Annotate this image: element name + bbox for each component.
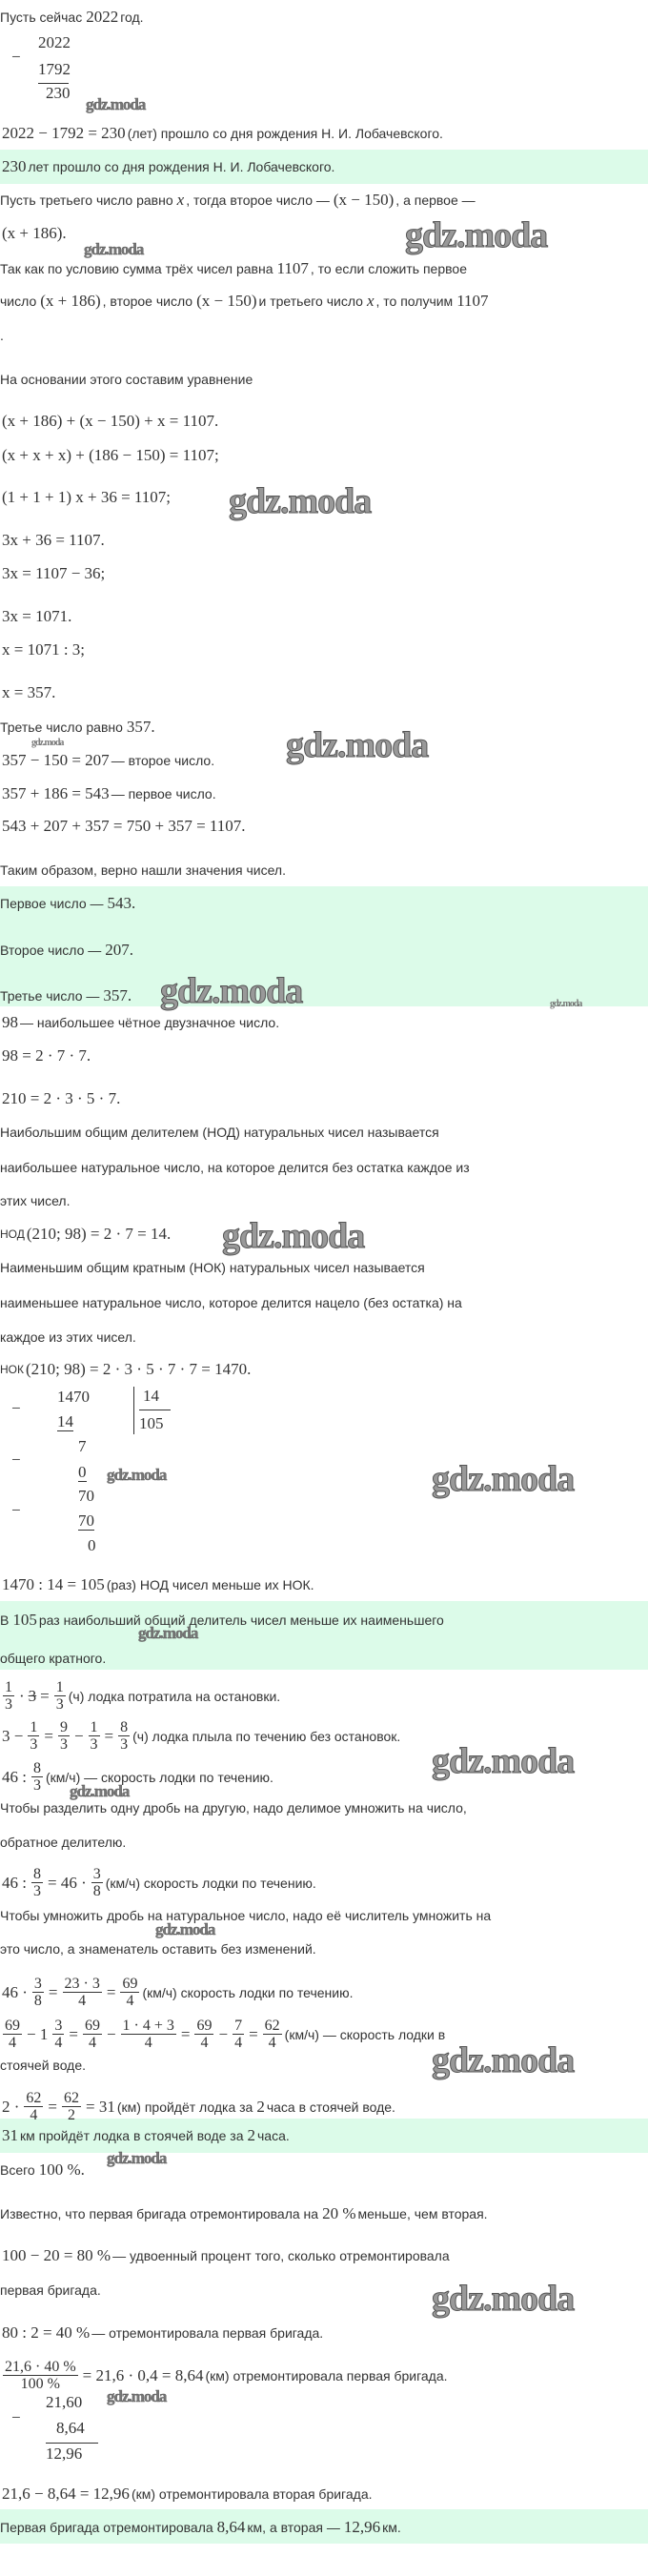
math: 98: [2, 1013, 18, 1031]
math: 543 + 207 + 357 = 750 + 357 = 1107.: [2, 817, 246, 835]
sum-line: [46, 2443, 98, 2444]
text: Пусть третьего число равно: [0, 193, 173, 208]
subtrahend: 14: [57, 1412, 73, 1430]
math: x: [176, 191, 185, 209]
math: 3x + 36 = 1107.: [2, 531, 105, 549]
text: км, а вторая —: [247, 2520, 340, 2535]
math: 31: [2, 2126, 18, 2144]
text: стоячей воде.: [0, 2058, 87, 2073]
denominator: 4: [54, 2035, 63, 2051]
watermark-logo: gdz.moda: [107, 1466, 167, 1484]
math: 98 = 2 · 7 · 7.: [2, 1046, 91, 1065]
denominator: 4: [200, 2035, 209, 2051]
text-line: [0, 1906, 491, 1925]
text-line: [0, 2281, 101, 2300]
math: =: [69, 2024, 78, 2043]
answer-line: [0, 941, 135, 960]
text-line: [0, 292, 491, 311]
math: − 1: [27, 2024, 49, 2043]
math: 3x = 1071.: [2, 607, 72, 625]
equation: [0, 531, 107, 550]
math: 2: [256, 2097, 265, 2116]
math: 3: [28, 1686, 37, 1705]
denominator: 2: [68, 2107, 76, 2123]
text: НОК: [0, 1363, 24, 1376]
text-line: [0, 2056, 86, 2075]
minuend: 21,60: [46, 2393, 83, 2411]
math: 2022: [86, 8, 119, 26]
equation: [0, 412, 220, 431]
fraction: [3, 2018, 22, 2051]
equation: [0, 1046, 92, 1065]
answer-line: [0, 894, 137, 913]
math: 2022 − 1792 = 230: [2, 124, 126, 142]
math: =: [44, 1726, 53, 1745]
equation: [0, 1225, 172, 1244]
math: 100 %.: [38, 2160, 85, 2179]
numerator: 9: [59, 1719, 68, 1735]
math: 357.: [126, 718, 155, 736]
text: Наименьшим общим кратным (НОК) натуральных чисел называется: [0, 1260, 425, 1275]
math: 12,96: [343, 2518, 381, 2536]
watermark-logo: gdz.moda: [405, 215, 548, 255]
math: 1107: [276, 259, 309, 277]
text: Так как по условию сумма трёх чисел равна: [0, 261, 273, 276]
text: часа в стоячей воде.: [266, 2099, 395, 2115]
text-line: [0, 2160, 87, 2180]
math: =: [40, 1686, 50, 1705]
math: (210; 98) = 2 · 7 = 14.: [26, 1225, 172, 1243]
numerator: 23 · 3: [64, 1976, 100, 1992]
math: −: [106, 2024, 116, 2043]
math: 80 : 2 = 40 %: [2, 2323, 91, 2342]
minuend: 2022: [38, 33, 71, 51]
math: −: [218, 2024, 229, 2043]
denominator: 8: [33, 1993, 42, 2009]
math: 357.: [103, 986, 132, 1004]
math: 357 + 186 = 543: [2, 784, 110, 802]
math: = 46 ·: [47, 1873, 87, 1892]
math: 46 :: [2, 1873, 27, 1892]
text: В: [0, 1613, 10, 1628]
text: км.: [382, 2520, 401, 2535]
numerator: 69: [196, 2018, 213, 2034]
text: (км/ч) скорость лодки по течению.: [105, 1875, 316, 1891]
math: (x + 186) + (x − 150) + x = 1107.: [2, 412, 219, 430]
remainder: 0: [88, 1536, 96, 1554]
numerator: 8: [32, 1866, 41, 1882]
denominator: 3: [32, 1883, 41, 1899]
text: число: [0, 294, 37, 309]
math: x = 357.: [2, 683, 56, 701]
text: (км) пройдёт лодка за: [116, 2099, 253, 2115]
minus-sign: −: [11, 1501, 21, 1519]
math: 1107: [456, 292, 489, 310]
text: , то получим: [375, 294, 454, 309]
text-line: [0, 1158, 470, 1177]
text: обратное делителю.: [0, 1835, 127, 1850]
math: 207.: [105, 941, 134, 959]
text: Всего: [0, 2162, 35, 2178]
equation: [0, 1719, 400, 1753]
denominator: 100 %: [20, 2376, 60, 2392]
text: (км/ч) скорость лодки по течению.: [142, 1984, 354, 2000]
text-line: [0, 2204, 488, 2223]
text: Таким образом, верно нашли значения чисел.: [0, 862, 286, 878]
answer-line: [0, 1649, 106, 1668]
watermark-logo: gdz.moda: [222, 1216, 365, 1256]
text: часа.: [257, 2128, 290, 2143]
math: 210 = 2 · 3 · 5 · 7.: [2, 1089, 121, 1107]
fraction: [91, 1866, 103, 1899]
watermark-logo: gdz.moda: [432, 1459, 575, 1499]
denominator: 3: [5, 1696, 12, 1713]
math: 2 ·: [2, 2097, 20, 2116]
text-line: [0, 1123, 439, 1142]
text: раз наибольший общий делитель чисел меньше их наименьшего: [38, 1613, 444, 1628]
math: (x + 186): [40, 292, 101, 310]
math: x = 1071 : 3;: [2, 640, 86, 659]
numerator: 3: [54, 2018, 63, 2034]
fraction: [63, 1976, 102, 2009]
answer-line: [0, 1611, 444, 1630]
denominator: 4: [30, 2107, 38, 2123]
text-line: [0, 1798, 467, 1817]
math: 2: [247, 2126, 255, 2144]
watermark-logo: gdz.moda: [107, 2149, 167, 2167]
math: =: [104, 1726, 114, 1745]
text-line: [0, 224, 69, 243]
watermark-logo: gdz.moda: [432, 2279, 575, 2319]
answer-line: [0, 2518, 401, 2537]
fraction: [83, 2018, 102, 2051]
fraction: [233, 2018, 244, 2051]
math: 230: [2, 157, 27, 175]
math: 100 − 20 = 80 %: [2, 2246, 111, 2264]
text: Третье число —: [0, 988, 100, 1004]
text-line: [0, 1328, 136, 1347]
subtrahend: 70: [78, 1511, 94, 1530]
text: (раз) НОД чисел меньше их НОК.: [106, 1577, 314, 1592]
math: −: [73, 1726, 84, 1745]
dividend: 1470: [57, 1388, 90, 1406]
fraction: [62, 2090, 81, 2123]
denominator: 3: [59, 1736, 68, 1753]
text: .: [0, 328, 4, 343]
math: x: [366, 292, 375, 310]
numerator: 1 · 4 + 3: [122, 2018, 174, 2034]
text-line: [0, 2323, 323, 2343]
equation: [0, 640, 87, 659]
text: НОД: [0, 1227, 25, 1241]
difference: 230: [46, 84, 71, 102]
fraction: [3, 1679, 14, 1713]
math: =: [48, 1982, 58, 2001]
answer-line: [0, 986, 133, 1005]
denominator: 4: [268, 2035, 276, 2051]
text-line: [0, 2246, 450, 2265]
equation: [0, 1089, 122, 1108]
equation: [0, 1866, 316, 1899]
text: Пусть сейчас: [0, 10, 83, 25]
math: (x + 186).: [2, 224, 67, 242]
divisor: 14: [143, 1387, 159, 1405]
text-line: [0, 861, 286, 880]
fraction: [58, 1719, 70, 1753]
numerator: 69: [122, 1976, 138, 1992]
denominator: 3: [32, 1777, 41, 1794]
watermark-logo: gdz.moda: [160, 971, 303, 1011]
difference: 12,96: [46, 2444, 83, 2463]
quotient: 105: [139, 1414, 164, 1432]
subtrahend: 0: [78, 1463, 87, 1481]
equation: [0, 1760, 273, 1794]
watermark-logo: gdz.moda: [286, 725, 429, 765]
text: , то если сложить первое: [310, 261, 467, 276]
text: Чтобы разделить одну дробь на другую, надо делимое умножить на число,: [0, 1800, 467, 1815]
text: (ч) лодка потратила на остановки.: [68, 1688, 281, 1704]
equation: [0, 1976, 353, 2009]
numerator: 1: [55, 1679, 64, 1695]
text: (лет) прошло со дня рождения Н. И. Лобачевского.: [127, 126, 443, 141]
watermark-logo: gdz.moda: [550, 999, 582, 1009]
numerator: 3: [92, 1866, 101, 1882]
text: км пройдёт лодка в стоячей воде за: [20, 2128, 244, 2143]
text: наименьшее натуральное число, которое делится нацело (без остатка) на: [0, 1295, 462, 1310]
watermark-logo: gdz.moda: [86, 95, 146, 113]
equation: [0, 488, 172, 507]
denominator: 4: [234, 2035, 243, 2051]
watermark-logo: gdz.moda: [155, 1920, 215, 1938]
equation: [0, 2359, 448, 2392]
text-line: [0, 8, 144, 27]
remainder: 70: [78, 1487, 94, 1505]
text-line: [0, 1939, 316, 1958]
math: 357 − 150 = 207: [2, 751, 110, 769]
text: , а первое —: [395, 193, 476, 208]
text: общего кратного.: [0, 1651, 107, 1666]
remainder: 7: [78, 1437, 87, 1455]
math: = 21,6 · 0,4 = 8,64: [82, 2365, 204, 2384]
math: 105: [12, 1611, 37, 1629]
denominator: 4: [126, 1993, 134, 2009]
fraction: [52, 2018, 64, 2051]
numerator: 62: [26, 2090, 42, 2106]
fraction: [263, 2018, 282, 2051]
fraction: [32, 1976, 44, 2009]
minus-sign: −: [11, 48, 21, 66]
numerator: 1: [30, 1719, 38, 1735]
denominator: 4: [88, 2035, 96, 2051]
text: этих чисел.: [0, 1193, 71, 1208]
equation: [0, 683, 57, 702]
text-line: [0, 2485, 373, 2504]
watermark-logo: gdz.moda: [138, 1624, 198, 1642]
math: (1 + 1 + 1) x + 36 = 1107;: [2, 488, 172, 506]
text: лет прошло со дня рождения Н. И. Лобачевского.: [28, 159, 335, 174]
text: Известно, что первая бригада отремонтировала на: [0, 2206, 319, 2221]
text: Первое число —: [0, 896, 104, 911]
text: Наибольшим общим делителем (НОД) натуральных чисел называется: [0, 1125, 439, 1140]
answer-line: [0, 2126, 290, 2145]
text: — наибольшее чётное двузначное число.: [20, 1015, 280, 1030]
equation: [0, 446, 221, 465]
numerator: 62: [264, 2018, 280, 2034]
text: (ч) лодка плыла по течению без остановок.: [132, 1728, 401, 1744]
text: — удвоенный процент того, сколько отремонтировала: [112, 2248, 450, 2263]
text: каждое из этих чисел.: [0, 1329, 136, 1345]
text: меньше, чем вторая.: [357, 2206, 488, 2221]
numerator: 8: [32, 1760, 41, 1776]
watermark-logo: gdz.moda: [107, 2387, 167, 2405]
minus-sign: −: [11, 2408, 21, 2426]
fraction: [31, 1866, 43, 1899]
denominator: 3: [120, 1736, 129, 1753]
numerator: 21,6 · 40 %: [5, 2359, 76, 2375]
text: наибольшее натуральное число, на которое делится без остатка каждое из: [0, 1160, 470, 1175]
text: (км/ч) — скорость лодки в: [284, 2026, 446, 2042]
fraction: [24, 2090, 43, 2123]
text: — второе число.: [111, 753, 215, 768]
equation: [0, 2018, 445, 2051]
text: год.: [120, 10, 144, 25]
denominator: 4: [9, 2035, 16, 2051]
text-line: [0, 817, 248, 836]
equation: [0, 607, 73, 626]
math: 46 ·: [2, 1982, 28, 2001]
numerator: 1: [90, 1719, 98, 1735]
text: (км/ч) — скорость лодки по течению.: [45, 1769, 273, 1785]
watermark-logo: gdz.moda: [70, 1782, 130, 1800]
text: первая бригада.: [0, 2282, 101, 2298]
denominator: 8: [92, 1883, 101, 1899]
subtrahend: 1792: [38, 60, 71, 78]
text-line: [0, 326, 4, 345]
math: ·: [19, 1686, 25, 1705]
text-line: [0, 1575, 314, 1594]
math: 3x = 1107 − 36;: [2, 564, 106, 582]
fraction: [118, 1719, 130, 1753]
numerator: 7: [234, 2018, 243, 2034]
equation: [0, 564, 107, 583]
text-line: [0, 1013, 279, 1032]
watermark-logo: gdz.moda: [84, 240, 144, 258]
watermark-logo: gdz.moda: [432, 1741, 575, 1781]
math: =: [249, 2024, 258, 2043]
text: На основании этого составим уравнение: [0, 372, 253, 387]
math: 543.: [107, 894, 136, 912]
math: (210; 98) = 2 · 3 · 5 · 7 · 7 = 1470.: [26, 1360, 252, 1378]
text-line: [0, 1293, 462, 1312]
fraction: [54, 1679, 66, 1713]
text-line: [0, 1191, 70, 1210]
math: =: [48, 2097, 58, 2116]
text: Первая бригада отремонтировала: [0, 2520, 213, 2535]
text-line: [0, 259, 467, 278]
denominator: 3: [90, 1736, 98, 1753]
equation: [0, 1679, 280, 1713]
text: (км) отремонтировала вторая бригада.: [131, 2486, 373, 2502]
denominator: 3: [30, 1736, 38, 1753]
text: , второе число: [102, 294, 193, 309]
text: , тогда второе число —: [186, 193, 330, 208]
fraction: [31, 1760, 43, 1794]
equation: [0, 1360, 253, 1379]
math: 20 %: [322, 2204, 356, 2222]
division-bar: [133, 1387, 134, 1434]
numerator: 69: [84, 2018, 100, 2034]
text-line: [0, 1258, 425, 1277]
fraction: [120, 1976, 139, 2009]
math: 8,64: [216, 2518, 246, 2536]
fraction: [28, 1719, 39, 1753]
math: 21,6 − 8,64 = 12,96: [2, 2485, 130, 2503]
text-line: [0, 370, 253, 389]
denominator: 4: [144, 2035, 152, 2051]
numerator: 69: [5, 2018, 20, 2034]
numerator: 1: [5, 1679, 12, 1695]
text: (км) отремонтировала первая бригада.: [205, 2367, 448, 2383]
math: =: [180, 2024, 191, 2043]
text: — отремонтировала первая бригада.: [91, 2325, 324, 2341]
numerator: 3: [33, 1976, 42, 1992]
minus-sign: −: [11, 1450, 21, 1469]
watermark-logo: gdz.moda: [229, 481, 372, 521]
answer-line: [0, 157, 334, 176]
text: и третьего число: [258, 294, 363, 309]
math: (x + x + x) + (186 − 150) = 1107;: [2, 446, 219, 464]
math: 3 −: [2, 1726, 24, 1745]
denominator: 3: [55, 1696, 64, 1713]
fraction: [194, 2018, 213, 2051]
math: 1470 : 14 = 105: [2, 1575, 105, 1593]
fraction: [121, 2018, 176, 2051]
text-line: [0, 124, 443, 143]
minus-sign: −: [11, 1399, 21, 1417]
math: = 31: [86, 2097, 115, 2116]
numerator: 62: [64, 2090, 80, 2106]
watermark-logo: gdz.moda: [31, 738, 64, 748]
text: — первое число.: [111, 786, 216, 801]
text: Чтобы умножить дробь на натуральное число, надо её числитель умножить на: [0, 1908, 492, 1923]
fraction: [89, 1719, 100, 1753]
numerator: 8: [120, 1719, 129, 1735]
text: это число, а знаменатель оставить без изменений.: [0, 1941, 316, 1957]
text-line: [0, 718, 157, 737]
watermark-logo: gdz.moda: [432, 2040, 575, 2080]
text-line: [0, 784, 216, 803]
denominator: 4: [78, 1993, 87, 2009]
math: (x − 150): [196, 292, 257, 310]
text-line: [0, 751, 214, 770]
math: 46 :: [2, 1767, 27, 1786]
subtrahend: 8,64: [56, 2419, 85, 2437]
equation: [0, 2090, 395, 2123]
text: Третье число равно: [0, 720, 123, 735]
text-line: [0, 191, 476, 210]
fraction: [3, 2359, 78, 2392]
text-line: [0, 1833, 126, 1852]
math: (x − 150): [333, 191, 395, 209]
text: Второе число —: [0, 943, 102, 958]
math: =: [106, 1982, 116, 2001]
